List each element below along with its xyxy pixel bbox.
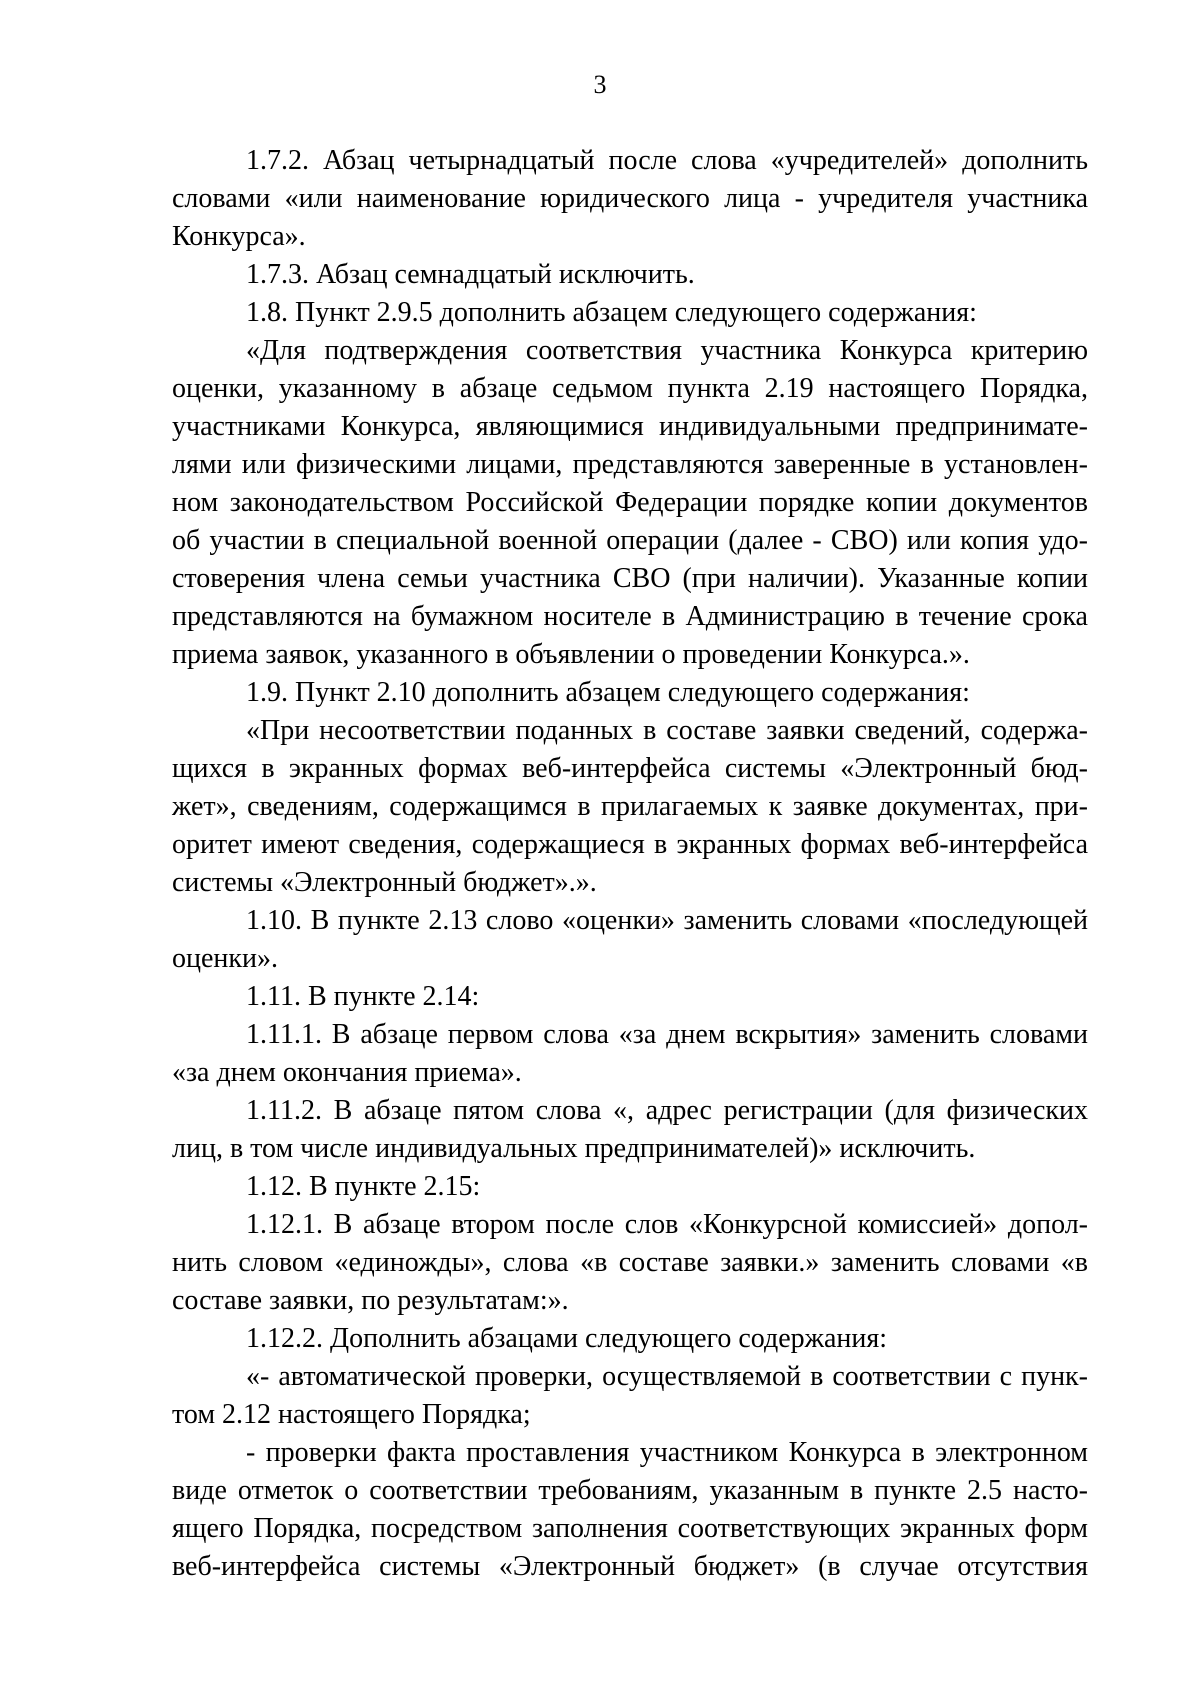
paragraph-1-11-1: 1.11.1. В абзаце первом слова «за днем вскрытия» заменить словами «за днем окончания приема». (172, 1019, 1088, 1088)
page-number: 3 (593, 70, 607, 99)
document-body (172, 142, 1088, 1586)
paragraph-1-12-2-item-2: - проверки факта проставления участником Конкурса в электронном виде отметок о соответствии требованиям, указанным в пункте 2.5 настоящего Порядка, посредством заполнения соответствующих экранных форм веб-интерфейса системы «Электронный бюджет» (в случае отсутствия (172, 1437, 1088, 1582)
paragraph-1-12: 1.12. В пункте 2.15: (246, 1171, 481, 1202)
paragraph-1-9-quote: «При несоответствии поданных в составе заявки сведений, содержащихся в экранных формах веб-интерфейса системы «Электронный бюджет», сведениям, содержащимся в прилагаемых к заявке документах, приоритет имеют сведения, содержащиеся в экранных формах веб-интерфейса системы «Электронный бюджет».». (172, 715, 1088, 898)
paragraph-1-9: 1.9. Пункт 2.10 дополнить абзацем следующего содержания: (246, 677, 970, 708)
paragraph-1-12-1: 1.12.1. В абзаце втором после слов «Конкурсной комиссией» дополнить словом «единожды», слова «в составе заявки.» заменить словами «в составе заявки, по результатам:». (172, 1209, 1088, 1316)
paragraph-1-7-3: 1.7.3. Абзац семнадцатый исключить. (246, 259, 695, 290)
paragraph-1-8-quote: «Для подтверждения соответствия участника Конкурса критерию оценки, указанному в абзаце седьмом пункта 2.19 настоящего Порядка, участниками Конкурса, являющимися индивидуальными предпринимателями или физическими лицами, представляются заверенные в установленном законодательством Российской Федерации порядке копии документов об участии в специальной военной операции (далее - СВО) или копия удостоверения члена семьи участника СВО (при наличии). Указанные копии представляются на бумажном носителе в Администрацию в течение срока приема заявок, указанного в объявлении о проведении Конкурса.». (172, 335, 1088, 670)
paragraph-1-8: 1.8. Пункт 2.9.5 дополнить абзацем следующего содержания: (246, 297, 977, 328)
paragraph-1-7-2: 1.7.2. Абзац четырнадцатый после слова «учредителей» дополнить словами «или наименование юридического лица - учредителя участника Конкурса». (172, 145, 1088, 252)
paragraph-1-12-2-item-1: «- автоматической проверки, осуществляемой в соответствии с пунктом 2.12 настоящего Порядка; (172, 1361, 1088, 1430)
paragraph-1-12-2: 1.12.2. Дополнить абзацами следующего содержания: (246, 1323, 888, 1354)
paragraph-1-11-2: 1.11.2. В абзаце пятом слова «, адрес регистрации (для физических лиц, в том числе индивидуальных предпринимателей)» исключить. (172, 1095, 1088, 1164)
paragraph-1-10: 1.10. В пункте 2.13 слово «оценки» заменить словами «последующей оценки». (172, 905, 1088, 974)
paragraph-1-11: 1.11. В пункте 2.14: (246, 981, 480, 1012)
